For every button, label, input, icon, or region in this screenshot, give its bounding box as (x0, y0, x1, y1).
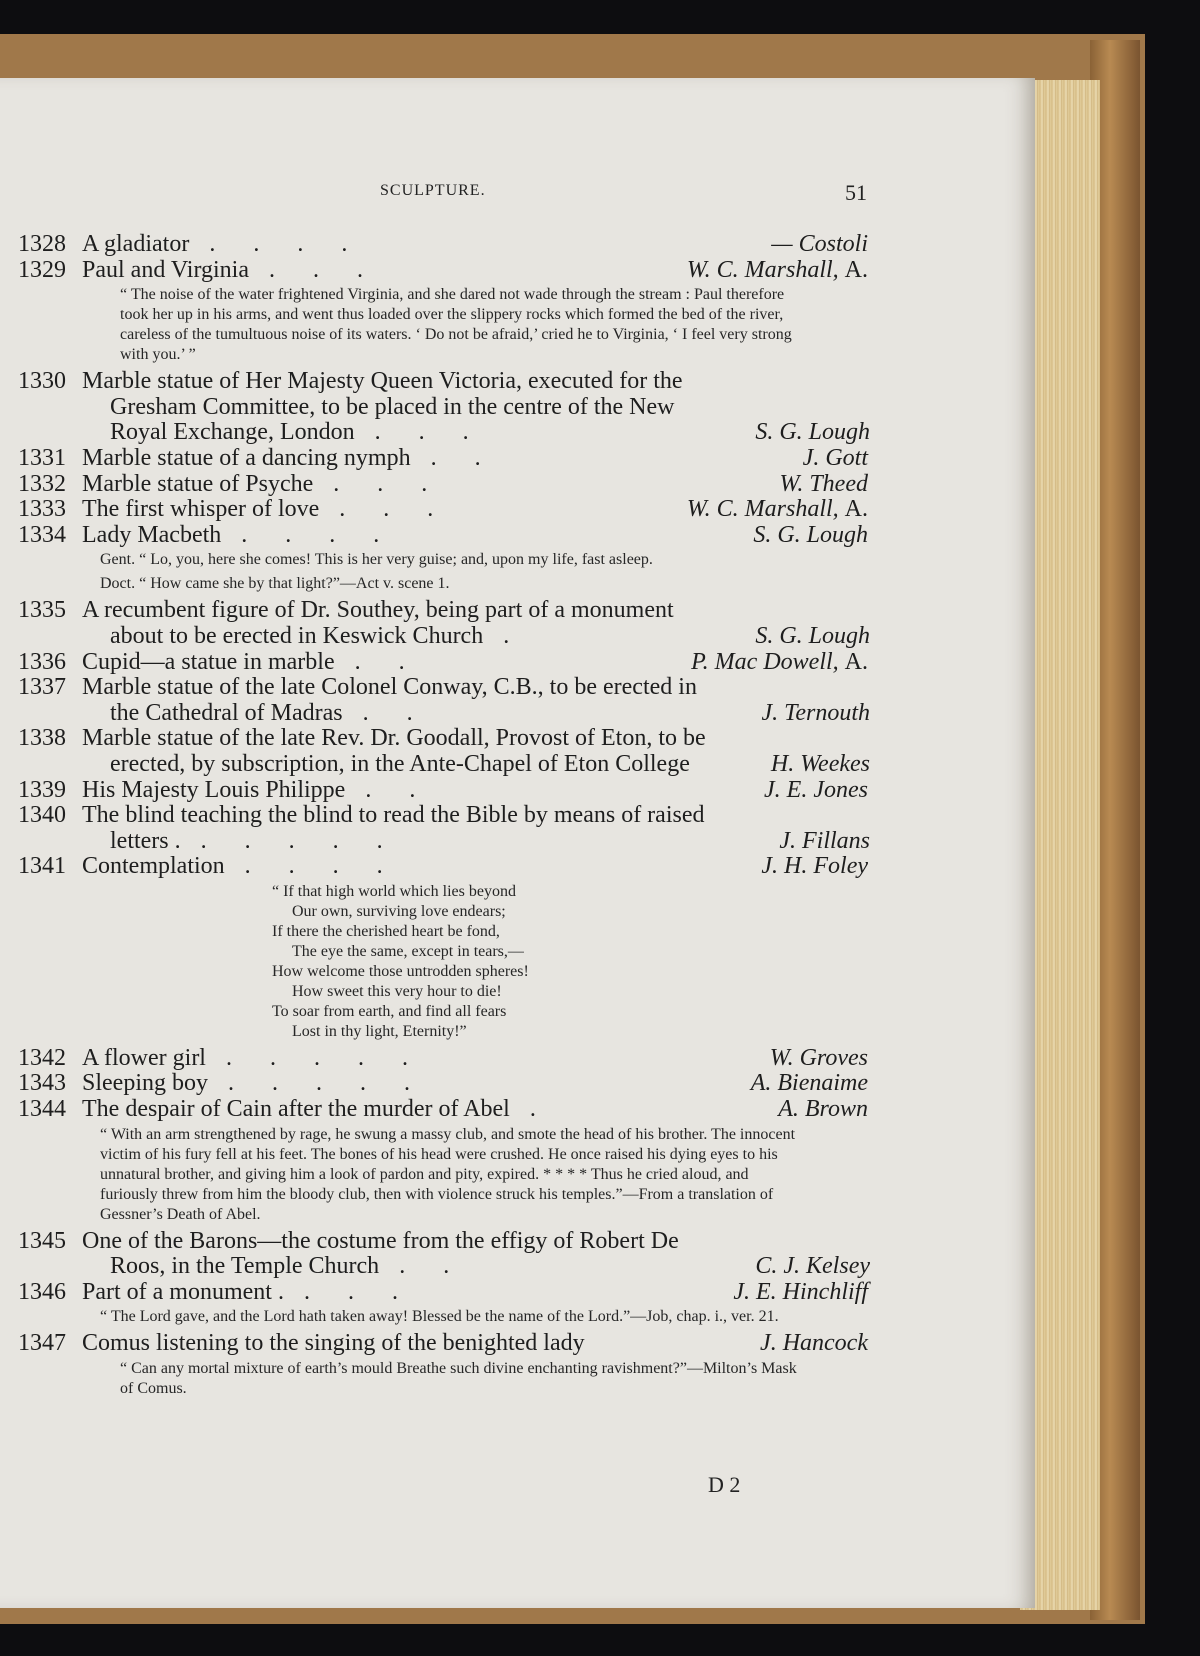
entry-1336: 1336 Cupid—a statue in marble .. P. Mac Dowell, A. (18, 648, 868, 675)
entry-number: 1344 (18, 1096, 66, 1123)
entry-artist: W. Theed (779, 470, 868, 497)
entry-title: A flower girl (82, 1044, 206, 1071)
entry-number: 1328 (18, 231, 66, 257)
entry-artist: H. Weekes (770, 750, 870, 777)
entry-1343: 1343 Sleeping boy ..... A. Bienaime (18, 1070, 868, 1097)
entry-number: 1337 (18, 674, 66, 701)
entry-1337: 1337 Marble statue of the late Colonel Conway, C.B., to be erected in the Cathedral of Madras .. J. Ternouth (0, 675, 870, 726)
entry-1335: 1335 A recumbent figure of Dr. Southey, being part of a monument about to be erected in Keswick Church . S. G. Lough (0, 598, 870, 649)
entry-poem (0, 882, 870, 1042)
entry-artist: — Costoli (771, 231, 868, 257)
entry-title: The first whisper of love (82, 496, 320, 523)
entry-artist: P. Mac Dowell, (691, 648, 839, 675)
entry-title: Paul and Virginia (82, 256, 249, 283)
entry-artist: W. Groves (769, 1044, 868, 1071)
entry-quote: “ The noise of the water frightened Virginia, and she dared not wade through the stream : Paul therefore took her up in his arms, and went thus loaded over the slippery rocks which formed the bed of the river, careless of the tumultuous noise of its waters. ‘ Do not be afraid,’ cried he to Virginia, ‘ I feel very strong with you.’ ” (120, 286, 792, 364)
entry-title-line2: Roos, in the Temple Church (110, 1253, 380, 1280)
entry-quote: “ With an arm strengthened by rage, he swung a massy club, and smote the head of his brother. The innocent victim of his fury fell at his feet. The bones of his head were crushed. He once raised his dying eyes to his unnatural brother, and giving him a look of pardon and pity, expired. * * * * Thus he cried aloud, and furiously threw from him the bloody club, then with violence struck his temples.”—From a translation of Gessner’s Death of Abel. (100, 1125, 796, 1223)
entry-1342: 1342 A flower girl ..... W. Groves (18, 1044, 868, 1071)
entry-1331: 1331 Marble statue of a dancing nymph .. J. Gott (18, 444, 868, 471)
signature-mark: D 2 (708, 1472, 741, 1497)
entry-1347 (0, 1331, 870, 1399)
entry-number: 1331 (18, 444, 66, 471)
running-title: SCULPTURE. (380, 182, 486, 199)
entry-1329: 1329 Paul and Virginia ... W. C. Marshall, A. “ The noise of the water frightened Virginia, and she dared not wade through the stream : Paul therefore took her up in his arms, and went thus loaded over the slippery rocks which formed the bed of the river, careless of the tumultuous noise of its waters. ‘ Do not be afraid,’ cried he to Virginia, ‘ I feel very strong with you.’ ” (0, 258, 870, 366)
entry-1333: 1333 The first whisper of love ... W. C. Marshall, A. (18, 496, 868, 523)
entry-number: 1336 (18, 648, 66, 675)
entry-title-line2: erected, by subscription, in the Ante-Chapel of Eton College (110, 750, 690, 777)
entry-title: A recumbent figure of Dr. Southey, being part of a monument (82, 597, 674, 624)
entry-number: 1335 (18, 597, 66, 624)
entry-number: 1346 (18, 1278, 66, 1305)
entry-title-line2: Gresham Committee, to be placed in the centre of the New (110, 393, 675, 420)
entry-title: The despair of Cain after the murder of Abel (82, 1096, 510, 1123)
entry-number: 1341 (18, 853, 66, 880)
entry-title-line2: the Cathedral of Madras (110, 699, 343, 726)
entry-artist: J. E. Hinchliff (733, 1278, 868, 1305)
entry-number: 1345 (18, 1227, 66, 1254)
entry-title: Part of a monument . (82, 1278, 284, 1305)
entry-artist: J. H. Foley (761, 853, 868, 880)
entry-title-line2: about to be erected in Keswick Church (110, 622, 484, 649)
entry-number: 1338 (18, 725, 66, 752)
entry-title: A gladiator (82, 231, 190, 257)
entry-artist: J. Fillans (779, 827, 870, 854)
poem-line: To soar from earth, and find all fears (272, 1002, 507, 1020)
entry-artist: J. Gott (802, 444, 868, 471)
entry-artist-suffix: A. (844, 648, 868, 675)
entry-title: Sleeping boy (82, 1070, 208, 1097)
entry-1345: 1345 One of the Barons—the costume from the effigy of Robert De Roos, in the Temple Church .. C. J. Kelsey (0, 1229, 870, 1280)
entry-artist: S. G. Lough (755, 419, 870, 446)
entry-number: 1330 (18, 368, 66, 395)
entry-artist: S. G. Lough (755, 622, 870, 649)
entry-quote: “ Can any mortal mixture of earth’s mould Breathe such divine enchanting ravishment?”—Milton’s Mask of Comus. (120, 1360, 797, 1398)
poem-line: If there the cherished heart be fond, (272, 922, 500, 940)
entry-title: Marble statue of Psyche (82, 470, 314, 497)
entry-quote: Gent. “ Lo, you, here she comes! This is her very guise; and, upon my life, fast asleep. (100, 551, 653, 569)
entry-title-line3: Royal Exchange, London (110, 419, 355, 446)
entry-title: The blind teaching the blind to read the Bible by means of raised (82, 802, 705, 829)
entry-1340: 1340 The blind teaching the blind to read the Bible by means of raised letters . ..... J. Fillans (0, 803, 870, 854)
entry-artist: S. G. Lough (753, 521, 868, 548)
entry-title: Marble statue of the late Rev. Dr. Goodall, Provost of Eton, to be (82, 725, 706, 752)
entry-1341: 1341 Contemplation .... J. H. Foley “ If that high world which lies beyond Our own, surviving love endears; If there the cherished heart be fond, The eye the same, except in tears,— How welcome those untrodden spheres! How sweet this very hour to die! To soar from earth, and find all fears Lost in thy light, Eternity!” (0, 854, 870, 1042)
entry-artist-suffix: A. (844, 496, 868, 523)
entry-artist: J. E. Jones (764, 776, 868, 803)
entry-title: Cupid—a statue in marble (82, 648, 335, 675)
entry-title: Marble statue of Her Majesty Queen Victoria, executed for the (82, 368, 683, 395)
poem-line: “ If that high world which lies beyond (272, 882, 516, 900)
entry-artist: J. Hancock (760, 1330, 868, 1357)
entry-title: Lady Macbeth (82, 521, 222, 548)
entry-1328: 1328 A gladiator .... — Costoli (18, 231, 868, 257)
entry-title: His Majesty Louis Philippe (82, 776, 346, 803)
entry-artist-suffix: A. (844, 256, 868, 283)
poem-line: The eye the same, except in tears,— (292, 942, 524, 960)
entry-number: 1333 (18, 496, 66, 523)
entry-1338 (0, 726, 870, 777)
entry-1332: 1332 Marble statue of Psyche ... W. Theed (18, 470, 868, 497)
entry-artist: C. J. Kelsey (755, 1253, 870, 1280)
catalogue-entries (0, 232, 870, 1403)
poem-line: How welcome those untrodden spheres! (272, 962, 529, 980)
poem-line: Lost in thy light, Eternity!” (292, 1022, 467, 1040)
entry-1330: 1330 Marble statue of Her Majesty Queen Victoria, executed for the Gresham Committee, to be placed in the centre of the New Royal Exchange, London ... S. G. Lough (0, 369, 870, 446)
entry-artist: J. Ternouth (761, 699, 870, 726)
entry-number: 1340 (18, 802, 66, 829)
entry-quote-2: Doct. “ How came she by that light?”—Act v. scene 1. (100, 575, 450, 593)
entry-title: Comus listening to the singing of the benighted lady (82, 1330, 585, 1357)
poem-line: Our own, surviving love endears; (292, 902, 506, 920)
entry-title: Marble statue of a dancing nymph (82, 444, 411, 471)
entry-number: 1342 (18, 1044, 66, 1071)
entry-1339: 1339 His Majesty Louis Philippe .. J. E. Jones (18, 776, 868, 803)
entry-number: 1347 (18, 1330, 66, 1357)
entry-title: Marble statue of the late Colonel Conway, C.B., to be erected in (82, 674, 697, 701)
entry-1346: 1346 Part of a monument . ... J. E. Hinchliff “ The Lord gave, and the Lord hath taken away! Blessed be the name of the Lord.”—Job, chap. i., ver. 21. (0, 1280, 870, 1328)
entry-number: 1329 (18, 256, 66, 283)
entry-number: 1332 (18, 470, 66, 497)
entry-artist: A. Brown (778, 1096, 868, 1123)
entry-title-line2: letters . (110, 827, 181, 854)
entry-1344: 1344 The despair of Cain after the murder of Abel . A. Brown “ With an arm strengthened by rage, he swung a massy club, and smote the head of his brother. The innocent victim of his fury fell at his feet. The bones of his head were crushed. He once raised his dying eyes to his unnatural brother, and giving him a look of pardon and pity, expired. * * * * Thus he cried aloud, and furiously threw from him the bloody club, then with violence struck his temples.”—From a translation of Gessner’s Death of Abel. (0, 1097, 870, 1225)
entry-artist: A. Bienaime (750, 1070, 868, 1097)
entry-artist: W. C. Marshall, (686, 496, 839, 523)
entry-1334: 1334 Lady Macbeth .... S. G. Lough Gent. “ Lo, you, here she comes! This is her very guise; and, upon my life, fast asleep. Doct. “ How came she by that light?”—Act v. scene 1. (0, 523, 870, 595)
page-number: 51 (845, 180, 867, 205)
entry-number: 1339 (18, 776, 66, 803)
poem-line: How sweet this very hour to die! (292, 982, 502, 1000)
entry-quote: “ The Lord gave, and the Lord hath taken away! Blessed be the name of the Lord.”—Job, chap. i., ver. 21. (100, 1308, 779, 1326)
entry-artist: W. C. Marshall, (686, 256, 839, 283)
entry-number: 1334 (18, 521, 66, 548)
entry-title: Contemplation (82, 853, 225, 880)
entry-number: 1343 (18, 1070, 66, 1097)
entry-title: One of the Barons—the costume from the effigy of Robert De (82, 1227, 679, 1254)
